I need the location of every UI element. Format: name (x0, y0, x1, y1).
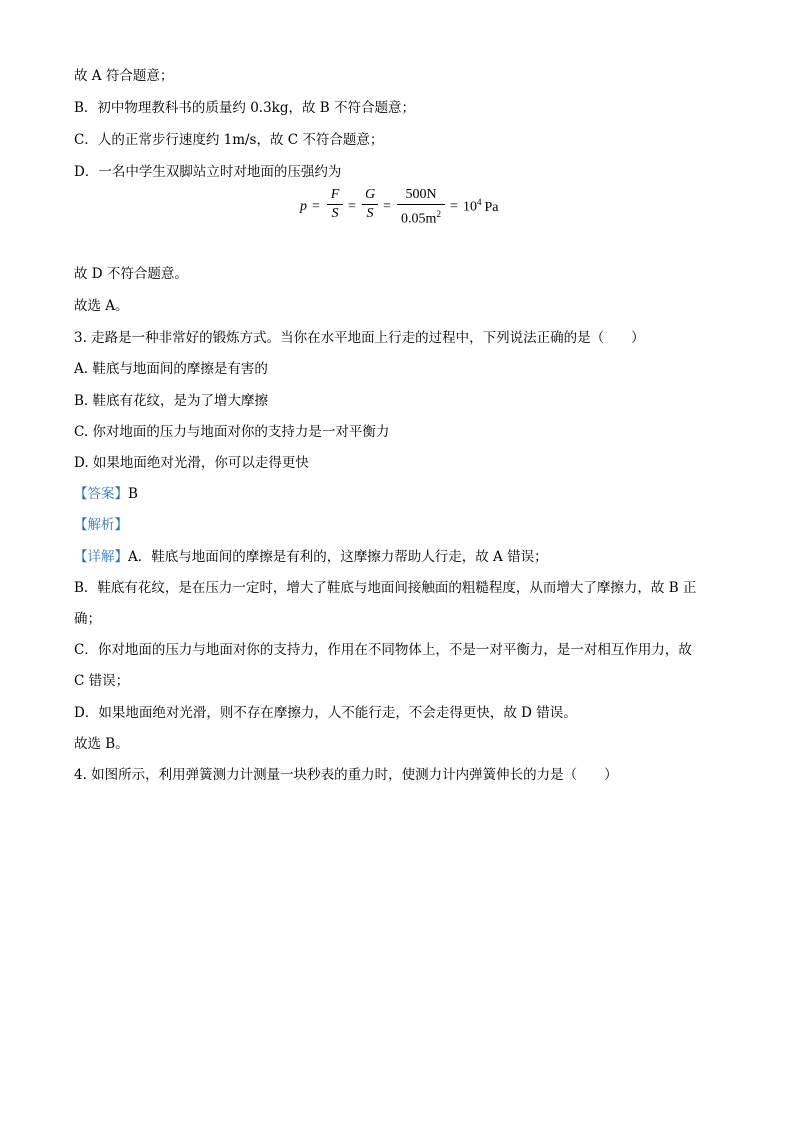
option-b: B. 鞋底有花纹，是为了增大摩擦 (74, 393, 269, 409)
question-4: 4. 如图所示，利用弹簧测力计测量一块秒表的重力时，使测力计内弹簧伸长的力是（ ） (74, 767, 618, 783)
formula-equals: = (312, 199, 320, 214)
text-line: 故选 A。 (74, 298, 129, 314)
option-c: C. 你对地面的压力与地面对你的支持力是一对平衡力 (74, 424, 390, 440)
fraction-numerator: 500N (405, 187, 437, 202)
fraction-denominator: S (366, 206, 374, 221)
fraction-g-over-s (362, 187, 378, 222)
fraction-numerator: G (364, 187, 376, 202)
option-d: D. 如果地面绝对光滑，你可以走得更快 (74, 455, 309, 471)
detail-line (74, 547, 548, 567)
option-a: A. 鞋底与地面间的摩擦是有害的 (74, 361, 268, 377)
text-line: C．你对地面的压力与地面对你的支持力，作用在不同物体上，不是一对平衡力，是一对相互作用力，故 (74, 642, 692, 658)
text-line: C 错误； (74, 673, 130, 689)
formula-equals: = (383, 199, 391, 214)
question-3: 3. 走路是一种非常好的锻炼方式。当你在水平地面上行走的过程中，下列说法正确的是（ ） (74, 330, 645, 346)
fraction-value (397, 187, 445, 228)
text-line: D．如果地面绝对光滑，则不存在摩擦力，人不能行走，不会走得更快，故 D 错误。 (74, 705, 577, 721)
text-line: 故选 B。 (74, 736, 129, 752)
formula-equals: = (450, 199, 458, 214)
formula-equals: = (348, 199, 356, 214)
fraction-f-over-s (327, 187, 343, 222)
fraction-denominator: S (331, 206, 339, 221)
answer-value: B (128, 486, 138, 502)
fraction-denominator: $0.05m^2$ (401, 209, 441, 227)
fraction-bar (327, 204, 343, 205)
answer-label: 【答案】 (74, 486, 128, 502)
text-line: 确； (74, 611, 101, 627)
formula-result: $10^4$ Pa (463, 197, 499, 215)
detail-label: 【详解】 (74, 549, 128, 565)
text-line: C．人的正常步行速度约 1m/s，故 C 不符合题意； (74, 132, 384, 148)
answer-line (74, 484, 138, 504)
detail-text: A．鞋底与地面间的摩擦是有利的，这摩擦力帮助人行走，故 A 错误； (128, 549, 548, 565)
text-line: 故 A 符合题意； (74, 68, 174, 84)
analysis-label: 【解析】 (74, 517, 128, 533)
analysis-line (74, 515, 128, 535)
text-line: B．鞋底有花纹，是在压力一定时，增大了鞋底与地面间接触面的粗糙程度，从而增大了摩擦力，故 B 正 (74, 580, 697, 596)
fraction-bar (362, 204, 378, 205)
pressure-formula (300, 187, 520, 231)
fraction-numerator: F (330, 187, 340, 202)
formula-p: p (300, 199, 307, 214)
text-line: D．一名中学生双脚站立时对地面的压强约为 (74, 164, 342, 180)
text-line: 故 D 不符合题意。 (74, 266, 188, 282)
fraction-bar (397, 204, 445, 205)
text-line: B．初中物理教科书的质量约 0.3kg，故 B 不符合题意； (74, 100, 416, 116)
